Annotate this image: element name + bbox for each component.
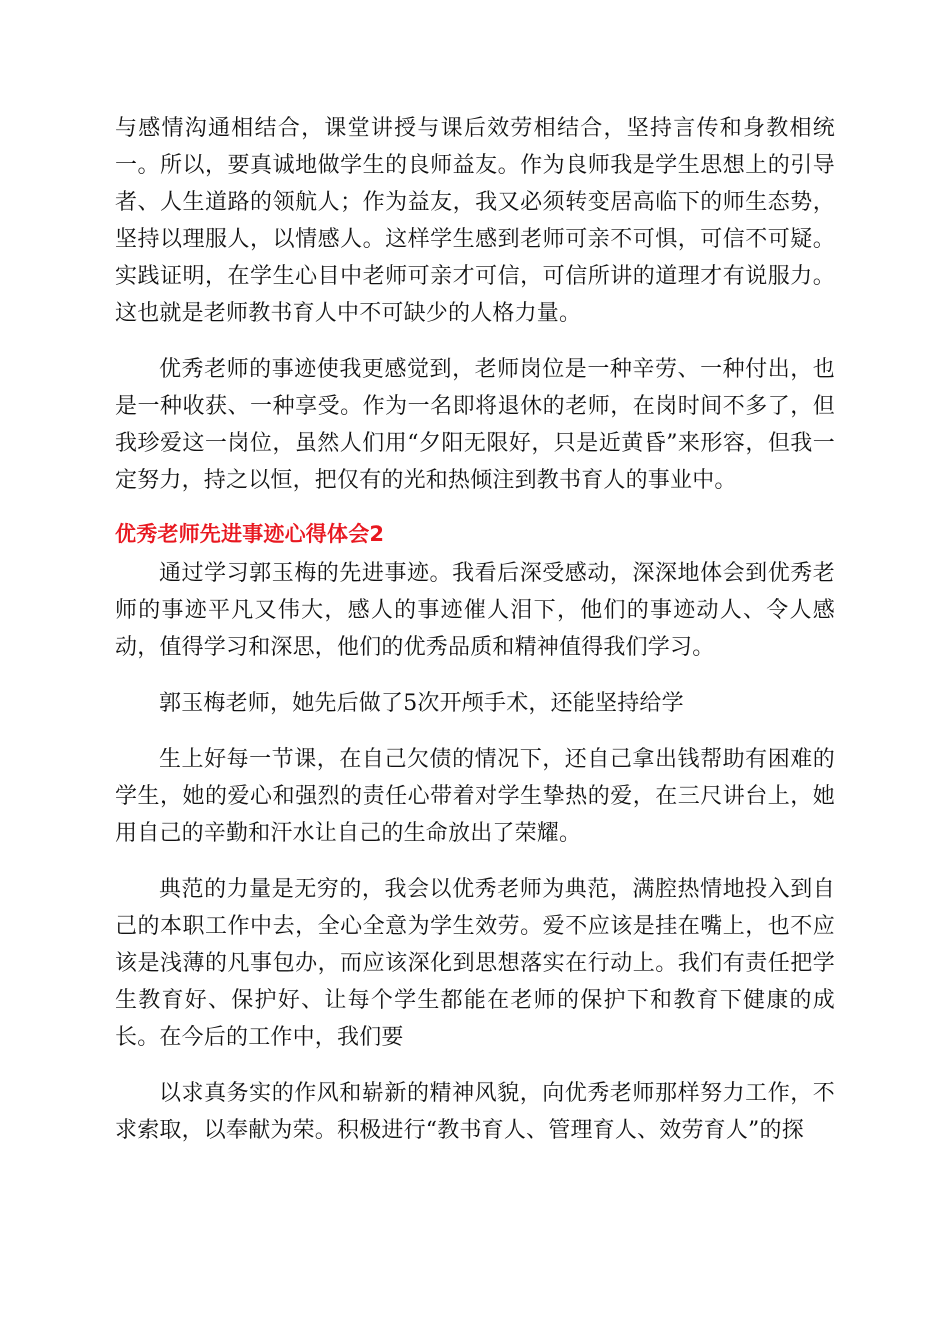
body-paragraph: 生上好每一节课，在自己欠债的情况下，还自己拿出钱帮助有困难的学生，她的爱心和强烈的责任心带着对学生挚热的爱，在三尺讲台上，她用自己的辛勤和汗水让自己的生命放出了荣耀。 — [115, 747, 835, 846]
body-paragraph: 郭玉梅老师，她先后做了5次开颅手术，还能坚持给学 — [159, 691, 684, 716]
body-paragraph: 与感情沟通相结合，课堂讲授与课后效劳相结合，坚持言传和身教相统一。所以，要真诚地做学生的良师益友。作为良师我是学生思想上的引导者、人生道路的领航人；作为益友，我又必须转变居高临下的师生态势，坚持以理服人，以情感人。这样学生感到老师可亲不可惧，可信不可疑。实践证明，在学生心目中老师可亲才可信，可信所讲的道理才有说服力。这也就是老师教书育人中不可缺少的人格力量。 — [115, 116, 835, 326]
body-paragraph: 典范的力量是无穷的，我会以优秀老师为典范，满腔热情地投入到自己的本职工作中去，全心全意为学生效劳。爱不应该是挂在嘴上，也不应该是浅薄的凡事包办，而应该深化到思想落实在行动上。我们有责任把学生教育好、保护好、让每个学生都能在老师的保护下和教育下健康的成长。在今后的工作中，我们要 — [115, 877, 835, 1050]
body-paragraph: 以求真务实的作风和崭新的精神风貌，向优秀老师那样努力工作，不求索取，以奉献为荣。积极进行“教书育人、管理育人、效劳育人”的探 — [115, 1081, 835, 1143]
body-paragraph: 优秀老师的事迹使我更感觉到，老师岗位是一种辛劳、一种付出，也是一种收获、一种享受。作为一名即将退休的老师，在岗时间不多了，但我珍爱这一岗位，虽然人们用“夕阳无限好，只是近黄昏”来形容，但我一定努力，持之以恒，把仅有的光和热倾注到教书育人的事业中。 — [115, 357, 835, 493]
body-paragraph: 通过学习郭玉梅的先进事迹。我看后深受感动，深深地体会到优秀老师的事迹平凡又伟大，感人的事迹催人泪下，他们的事迹动人、令人感动，值得学习和深思，他们的优秀品质和精神值得我们学习。 — [115, 561, 835, 660]
document-body — [115, 110, 835, 1168]
section-heading: 优秀老师先进事迹心得体会2 — [115, 522, 385, 546]
